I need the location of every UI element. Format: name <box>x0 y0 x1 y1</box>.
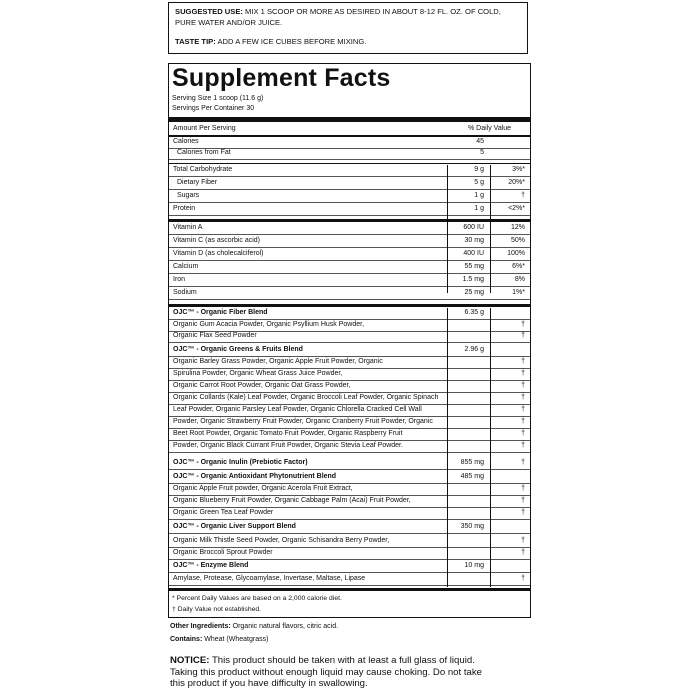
footnote-dagger: † Daily Value not established. <box>172 606 262 613</box>
facts-row-name: OJC™ - Enzyme Blend <box>173 562 249 569</box>
facts-row <box>169 522 530 533</box>
facts-row <box>169 496 530 507</box>
facts-row <box>169 148 530 159</box>
row-divider <box>169 286 530 287</box>
facts-row-name: OJC™ - Organic Greens & Fruits Blend <box>173 346 303 353</box>
facts-row-amount: 855 mg <box>460 459 484 466</box>
row-divider <box>169 260 530 261</box>
facts-row-name: Beet Root Powder, Organic Tomato Fruit Powder, Organic Raspberry Fruit <box>173 430 403 437</box>
row-divider <box>169 234 530 235</box>
facts-row-amount: 1.5 mg <box>462 276 484 283</box>
facts-row-daily-value: † <box>521 509 525 516</box>
supplement-facts-title: Supplement Facts <box>172 64 391 92</box>
suggested-use-box <box>168 2 528 54</box>
notice-label: NOTICE: <box>170 655 210 666</box>
column-divider <box>447 308 448 587</box>
facts-row-daily-value: † <box>521 430 525 437</box>
facts-row-daily-value: 1%* <box>512 289 525 296</box>
row-divider <box>169 533 530 534</box>
facts-row <box>169 204 530 215</box>
facts-row-amount: 600 IU <box>463 224 484 231</box>
separator-thick <box>169 117 530 122</box>
column-divider <box>490 308 491 587</box>
facts-row-daily-value: † <box>521 370 525 377</box>
row-divider <box>169 176 530 177</box>
facts-row-amount: 6.35 g <box>464 309 484 316</box>
facts-row <box>169 405 530 416</box>
row-divider <box>169 585 530 586</box>
facts-row-name: OJC™ - Organic Antioxidant Phytonutrient Blend <box>173 473 337 480</box>
row-divider <box>169 247 530 248</box>
facts-row-amount: 55 mg <box>464 263 484 270</box>
facts-row-amount: 1 g <box>474 192 484 199</box>
facts-row-name: Organic Broccoli Sprout Powder <box>173 549 273 556</box>
facts-row-daily-value: † <box>521 575 525 582</box>
facts-row <box>169 484 530 495</box>
facts-row-daily-value: 6%* <box>512 263 525 270</box>
row-divider <box>169 159 530 160</box>
serving-size: Serving Size 1 scoop (11.6 g) <box>172 95 264 102</box>
facts-row-amount: 400 IU <box>463 250 484 257</box>
facts-row <box>169 381 530 392</box>
facts-row <box>169 429 530 440</box>
facts-row <box>169 548 530 559</box>
facts-row <box>169 369 530 380</box>
facts-row-name: OJC™ - Organic Inulin (Prebiotic Factor) <box>173 459 308 466</box>
facts-row-daily-value: † <box>521 192 525 199</box>
facts-row-name: Calories from Fat <box>177 149 231 156</box>
facts-row-name: Powder, Organic Strawberry Fruit Powder, Organic Cranberry Fruit Powder, Organic <box>173 418 433 425</box>
other-ingredients-text: Organic natural flavors, citric acid. <box>230 623 339 630</box>
other-ingredients-label: Other Ingredients: <box>170 623 231 630</box>
facts-row-amount: 5 <box>480 149 484 156</box>
separator <box>169 219 530 223</box>
separator <box>169 163 530 164</box>
facts-row-name: Amylase, Protease, Glycoamylase, Invertase, Maltase, Lipase <box>173 575 366 582</box>
facts-row-name: OJC™ - Organic Fiber Blend <box>173 309 268 316</box>
column-divider <box>490 165 491 293</box>
facts-row <box>169 137 530 148</box>
facts-row <box>169 574 530 585</box>
facts-row <box>169 393 530 404</box>
other-ingredients <box>170 622 338 632</box>
row-divider <box>169 559 530 560</box>
facts-row <box>169 288 530 299</box>
separator-thick <box>169 588 530 591</box>
facts-row-daily-value: † <box>521 358 525 365</box>
facts-row-name: Organic Flax Seed Powder <box>173 332 257 339</box>
facts-row <box>169 331 530 342</box>
facts-row-name: OJC™ - Organic Liver Support Blend <box>173 523 296 530</box>
facts-row <box>169 458 530 469</box>
facts-row-name: Organic Apple Fruit powder, Organic Acerola Fruit Extract, <box>173 485 353 492</box>
column-divider <box>447 165 448 293</box>
facts-row-daily-value: † <box>521 382 525 389</box>
facts-row-name: Total Carbohydrate <box>173 166 233 173</box>
facts-row-name: Protein <box>173 205 196 212</box>
facts-row-name: Vitamin D (as cholecalciferol) <box>173 250 264 257</box>
facts-row-daily-value: 20%* <box>508 179 525 186</box>
facts-row-daily-value: † <box>521 394 525 401</box>
facts-row-daily-value: † <box>521 332 525 339</box>
row-divider <box>169 342 530 343</box>
contains <box>170 635 268 645</box>
facts-row <box>169 472 530 483</box>
facts-row-daily-value: † <box>521 321 525 328</box>
facts-row-daily-value: † <box>521 406 525 413</box>
taste-tip-label: TASTE TIP: <box>175 37 216 46</box>
row-divider <box>169 215 530 216</box>
row-divider <box>169 452 530 453</box>
notice-line3: this product if you have difficulty in swallowing. <box>170 678 368 690</box>
facts-row-amount: 10 mg <box>464 562 484 569</box>
facts-row-amount: 485 mg <box>460 473 484 480</box>
facts-row-name: Vitamin C (as ascorbic acid) <box>173 237 261 244</box>
facts-row-amount: 45 <box>476 138 484 145</box>
facts-row-daily-value: 12% <box>510 224 525 231</box>
row-divider <box>169 572 530 573</box>
facts-row-daily-value: † <box>521 549 525 556</box>
facts-row-amount: 350 mg <box>460 523 484 530</box>
facts-row <box>169 441 530 452</box>
facts-row <box>169 308 530 319</box>
facts-row-name: Organic Barley Grass Powder, Organic Apple Fruit Powder, Organic <box>173 358 383 365</box>
facts-row-daily-value: 100% <box>507 250 525 257</box>
facts-row <box>169 275 530 286</box>
facts-row-name: Spirulina Powder, Organic Wheat Grass Juice Powder, <box>173 370 343 377</box>
facts-row-amount: 9 g <box>474 166 484 173</box>
facts-row <box>169 417 530 428</box>
notice-line2: Taking this product without enough liquid may cause choking. Do not take <box>170 666 482 678</box>
facts-row-daily-value: † <box>521 497 525 504</box>
facts-row <box>169 508 530 519</box>
facts-row-name: Organic Collards (Kale) Leaf Powder, Organic Broccoli Leaf Powder, Organic Spinach <box>173 394 439 401</box>
facts-row-name: Organic Blueberry Fruit Powder, Organic Cabbage Palm (Acai) Fruit Powder, <box>173 497 411 504</box>
facts-row <box>169 262 530 273</box>
facts-row <box>169 345 530 356</box>
facts-row-daily-value: † <box>521 485 525 492</box>
facts-row <box>169 223 530 234</box>
facts-row-daily-value: 50% <box>510 237 525 244</box>
facts-row-daily-value: † <box>521 418 525 425</box>
suggested-use-label: SUGGESTED USE: <box>175 7 243 16</box>
facts-row <box>169 178 530 189</box>
facts-row-daily-value: <2%* <box>508 205 525 212</box>
facts-row-amount: 1 g <box>474 205 484 212</box>
facts-row <box>169 236 530 247</box>
footnote-daily-value: * Percent Daily Values are based on a 2,000 calorie diet. <box>172 595 342 602</box>
facts-row-name: Dietary Fiber <box>177 179 218 186</box>
facts-row-daily-value: † <box>521 459 525 466</box>
facts-row <box>169 249 530 260</box>
notice-line1: This product should be taken with at least a full glass of liquid. <box>209 655 475 666</box>
row-divider <box>169 519 530 520</box>
facts-row-name: Sugars <box>177 192 200 199</box>
separator <box>169 304 530 308</box>
facts-row <box>169 165 530 176</box>
servings-per-container: Servings Per Container 30 <box>172 105 255 112</box>
facts-row <box>169 536 530 547</box>
daily-value-header: % Daily Value <box>468 125 512 132</box>
contains-text: Wheat (Wheatgrass) <box>202 636 269 643</box>
facts-row-name: Iron <box>173 276 186 283</box>
row-divider <box>169 189 530 190</box>
facts-row-daily-value: † <box>521 537 525 544</box>
facts-row-name: Organic Carrot Root Powder, Organic Oat Grass Powder, <box>173 382 351 389</box>
taste-tip-text: ADD A FEW ICE CUBES BEFORE MIXING. <box>215 37 367 46</box>
facts-row-name: Calories <box>173 138 199 145</box>
contains-label: Contains: <box>170 636 203 643</box>
row-divider <box>169 299 530 300</box>
facts-row-name: Leaf Powder, Organic Parsley Leaf Powder, Organic Chlorella Cracked Cell Wall <box>173 406 422 413</box>
facts-row-name: Sodium <box>173 289 197 296</box>
facts-row-name: Vitamin A <box>173 224 203 231</box>
facts-row <box>169 191 530 202</box>
facts-row-name: Calcium <box>173 263 199 270</box>
row-divider <box>169 273 530 274</box>
row-divider <box>169 202 530 203</box>
facts-row-name: Powder, Organic Black Currant Fruit Powder, Organic Stevia Leaf Powder. <box>173 442 403 449</box>
facts-row-daily-value: 8% <box>514 276 525 283</box>
row-divider <box>169 469 530 470</box>
suggested-use-text: MIX 1 SCOOP OR MORE AS DESIRED IN ABOUT 8-12 FL. OZ. OF COLD, PURE WATER AND/OR JUICE. <box>175 7 501 27</box>
amount-per-serving-header: Amount Per Serving <box>173 125 236 132</box>
facts-row-amount: 25 mg <box>464 289 484 296</box>
facts-row-daily-value: † <box>521 442 525 449</box>
facts-row-name: Organic Green Tea Leaf Powder <box>173 509 274 516</box>
facts-row <box>169 561 530 572</box>
notice-block <box>170 655 530 690</box>
facts-row <box>169 320 530 331</box>
facts-row-amount: 30 mg <box>464 237 484 244</box>
facts-row <box>169 357 530 368</box>
facts-row-amount: 5 g <box>474 179 484 186</box>
facts-row-amount: 2.96 g <box>464 346 484 353</box>
facts-row-daily-value: 3%* <box>512 166 525 173</box>
facts-row-name: Organic Gum Acacia Powder, Organic Psyllium Husk Powder, <box>173 321 365 328</box>
facts-row-name: Organic Milk Thistle Seed Powder, Organic Schisandra Berry Powder, <box>173 537 390 544</box>
